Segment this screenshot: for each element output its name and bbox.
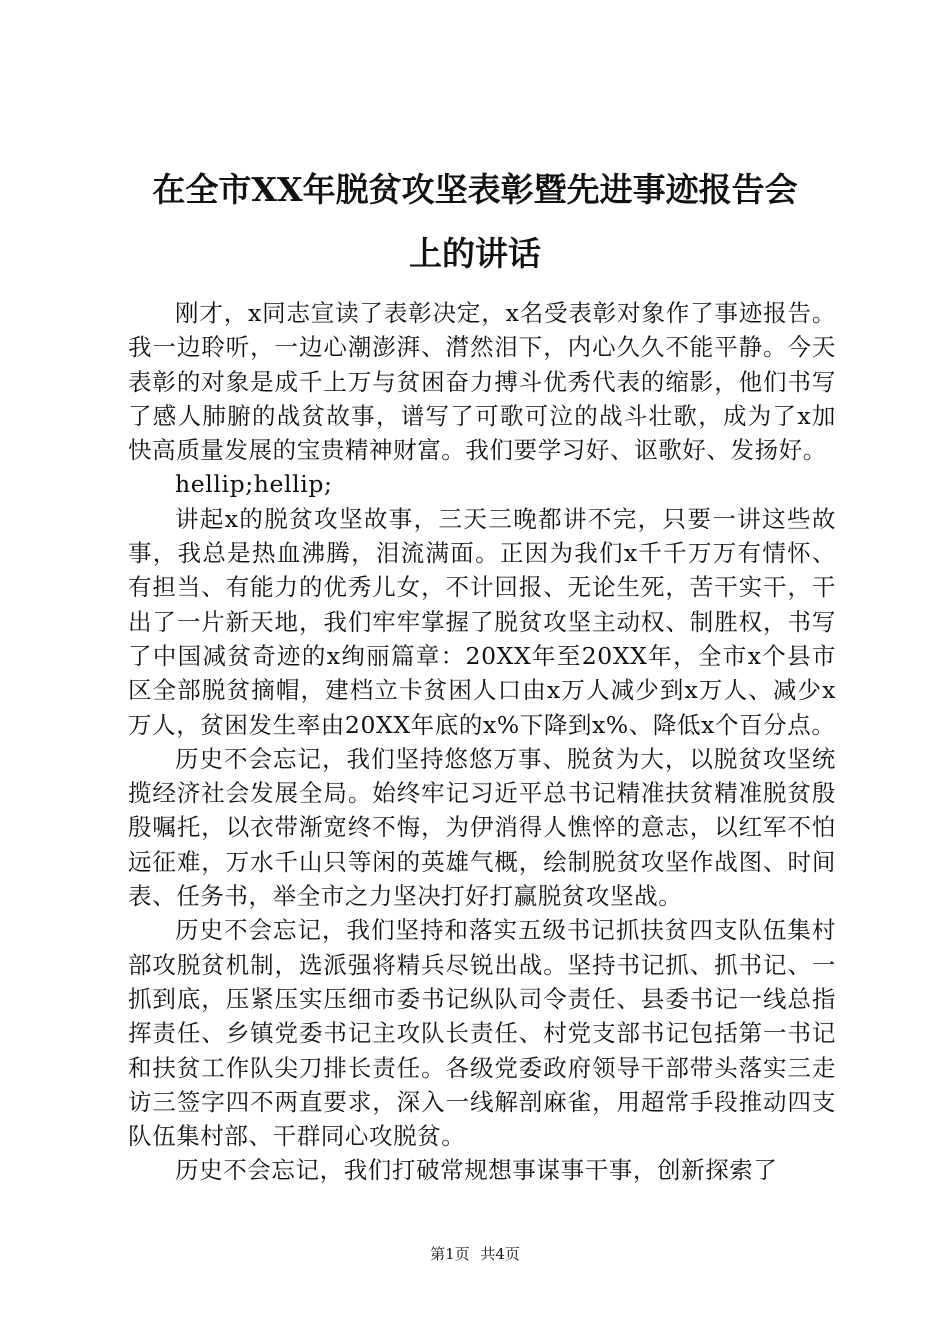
title-line-2: 上的讲话 <box>409 234 541 273</box>
paragraph-6: 历史不会忘记，我们打破常规想事谋事干事，创新探索了 <box>175 1156 778 1185</box>
paragraph-3: 讲起x的脱贫攻坚故事，三天三晚都讲不完，只要一讲这些故事，我总是热血沸腾，泪流满面。正因为我们x千千万万有情怀、有担当、有能力的优秀儿女，不计回报、无论生死，苦干实干，干出了一片新天地，我们牢牢掌握了脱贫攻坚主动权、制胜权，书写了中国减贫奇迹的x绚丽篇章：20XX年至20XX年，全市x个县市区全部脱贫摘帽，建档立卡贫困人口由x万人减少到x万人、减少x万人，贫困发生率由20XX年底的x%下降到x%、降低x个百分点。 <box>128 504 836 739</box>
paragraph-1: 刚才，x同志宣读了表彰决定，x名受表彰对象作了事迹报告。我一边聆听，一边心潮澎湃、潸然泪下，内心久久不能平静。今天表彰的对象是成千上万与贫困奋力搏斗优秀代表的缩影，他们书写了感人肺腑的战贫故事，谱写了可歌可泣的战斗壮歌，成为了x加快高质量发展的宝贵精神财富。我们要学习好、讴歌好、发扬好。 <box>128 299 836 465</box>
paragraph-5: 历史不会忘记，我们坚持和落实五级书记抓扶贫四支队伍集村部攻脱贫机制，选派强将精兵尽锐出战。坚持书记抓、抓书记、一抓到底，压紧压实压细市委书记纵队司令责任、县委书记一线总指挥责任、乡镇党委书记主攻队长责任、村党支部书记包括第一书记和扶贫工作队尖刀排长责任。各级党委政府领导干部带头落实三走访三签字四不两直要求，深入一线解剖麻雀，用超常手段推动四支队伍集村部、干群同心攻脱贫。 <box>128 916 836 1151</box>
page-total: 共4页 <box>480 1245 520 1263</box>
document-title <box>110 158 840 286</box>
page-footer <box>0 1244 950 1264</box>
paragraph-4: 历史不会忘记，我们坚持悠悠万事、脱贫为大，以脱贫攻坚统揽经济社会发展全局。始终牢记习近平总书记精准扶贫精准脱贫殷殷嘱托，以衣带渐宽终不悔，为伊消得人憔悴的意志，以红军不怕远征难，万水千山只等闲的英雄气概，绘制脱贫攻坚作战图、时间表、任务书，举全市之力坚决打好打赢脱贫攻坚战。 <box>128 744 836 911</box>
paragraph-2: hellip;hellip; <box>175 470 333 499</box>
title-line-1: 在全市XX年脱贫攻坚表彰暨先进事迹报告会 <box>152 170 798 209</box>
page-number: 第1页 <box>430 1245 470 1263</box>
document-body <box>128 296 836 1188</box>
